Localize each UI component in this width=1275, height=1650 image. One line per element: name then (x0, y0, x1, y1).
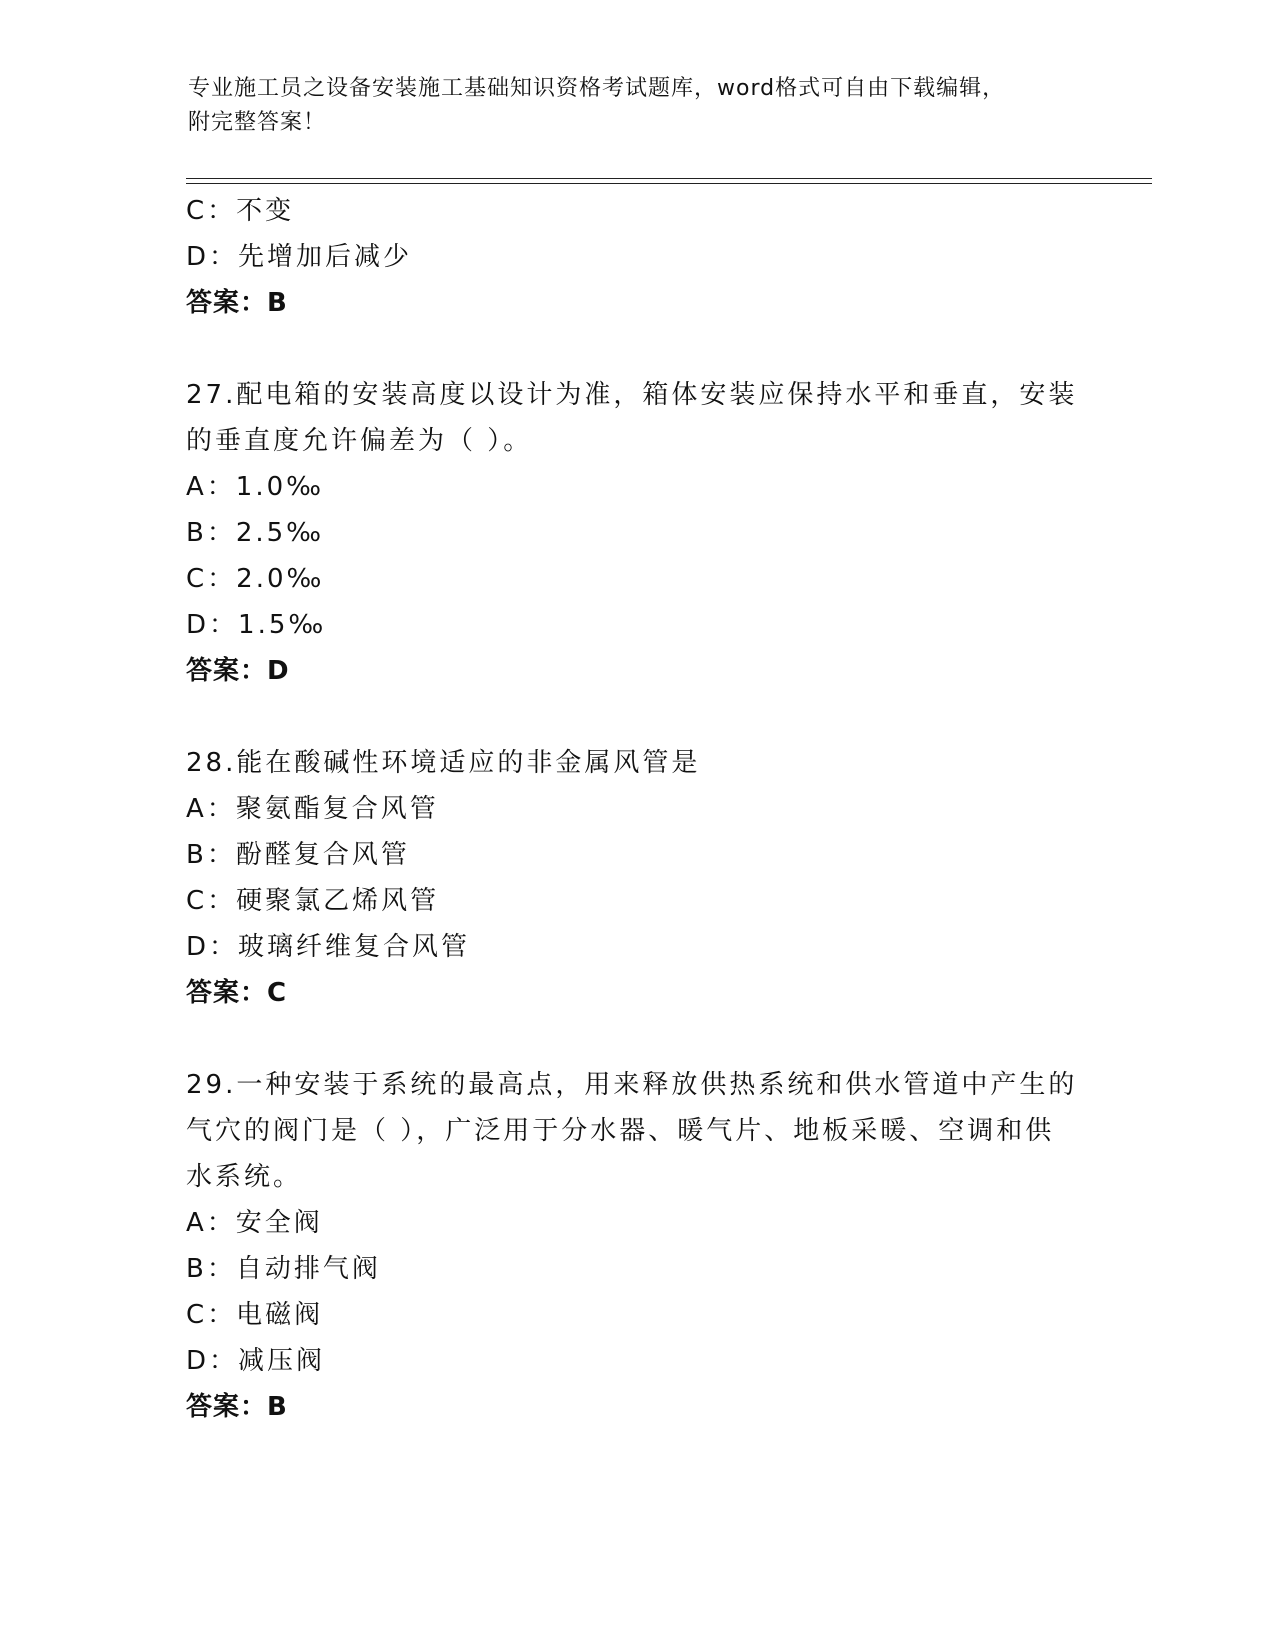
option-c: C：不变 (186, 196, 295, 226)
option-c: C：电磁阀 (186, 1300, 324, 1330)
answer-line: 答案：B (186, 1392, 288, 1422)
header-line-2: 附完整答案！ (188, 110, 327, 135)
option-b: B：自动排气阀 (186, 1254, 381, 1284)
question-continued (186, 188, 1086, 326)
question-28 (186, 740, 1086, 1016)
option-c: C：硬聚氯乙烯风管 (186, 886, 440, 916)
question-list (186, 188, 1086, 1430)
page-header (188, 72, 1068, 140)
question-text: 29.一种安装于系统的最高点，用来释放供热系统和供水管道中产生的 (186, 1070, 1078, 1100)
question-text: 气穴的阀门是（ ），广泛用于分水器、暖气片、地板采暖、空调和供 (186, 1116, 1055, 1146)
option-d: D：先增加后减少 (186, 242, 413, 272)
spacer (186, 1016, 1086, 1062)
question-27 (186, 372, 1086, 694)
spacer (186, 694, 1086, 740)
question-text: 的垂直度允许偏差为（ ）。 (186, 426, 533, 456)
spacer (186, 326, 1086, 372)
question-29 (186, 1062, 1086, 1430)
option-a: A：聚氨酯复合风管 (186, 794, 439, 824)
answer-line: 答案：C (186, 978, 288, 1008)
header-divider-bottom (186, 183, 1152, 184)
option-d: D：玻璃纤维复合风管 (186, 932, 471, 962)
option-d: D：1.5‰ (186, 610, 327, 640)
answer-line: 答案：B (186, 288, 288, 318)
option-b: B：2.5‰ (186, 518, 325, 548)
header-divider-top (186, 178, 1152, 179)
answer-line: 答案：D (186, 656, 290, 686)
option-d: D：减压阀 (186, 1346, 326, 1376)
question-text: 28.能在酸碱性环境适应的非金属风管是 (186, 748, 701, 778)
question-text: 27.配电箱的安装高度以设计为准，箱体安装应保持水平和垂直，安装 (186, 380, 1078, 410)
question-text: 水系统。 (186, 1162, 303, 1192)
header-line-1: 专业施工员之设备安装施工基础知识资格考试题库，word格式可自由下载编辑， (188, 76, 1006, 101)
option-c: C：2.0‰ (186, 564, 325, 594)
option-b: B：酚醛复合风管 (186, 840, 410, 870)
option-a: A：1.0‰ (186, 472, 325, 502)
option-a: A：安全阀 (186, 1208, 323, 1238)
